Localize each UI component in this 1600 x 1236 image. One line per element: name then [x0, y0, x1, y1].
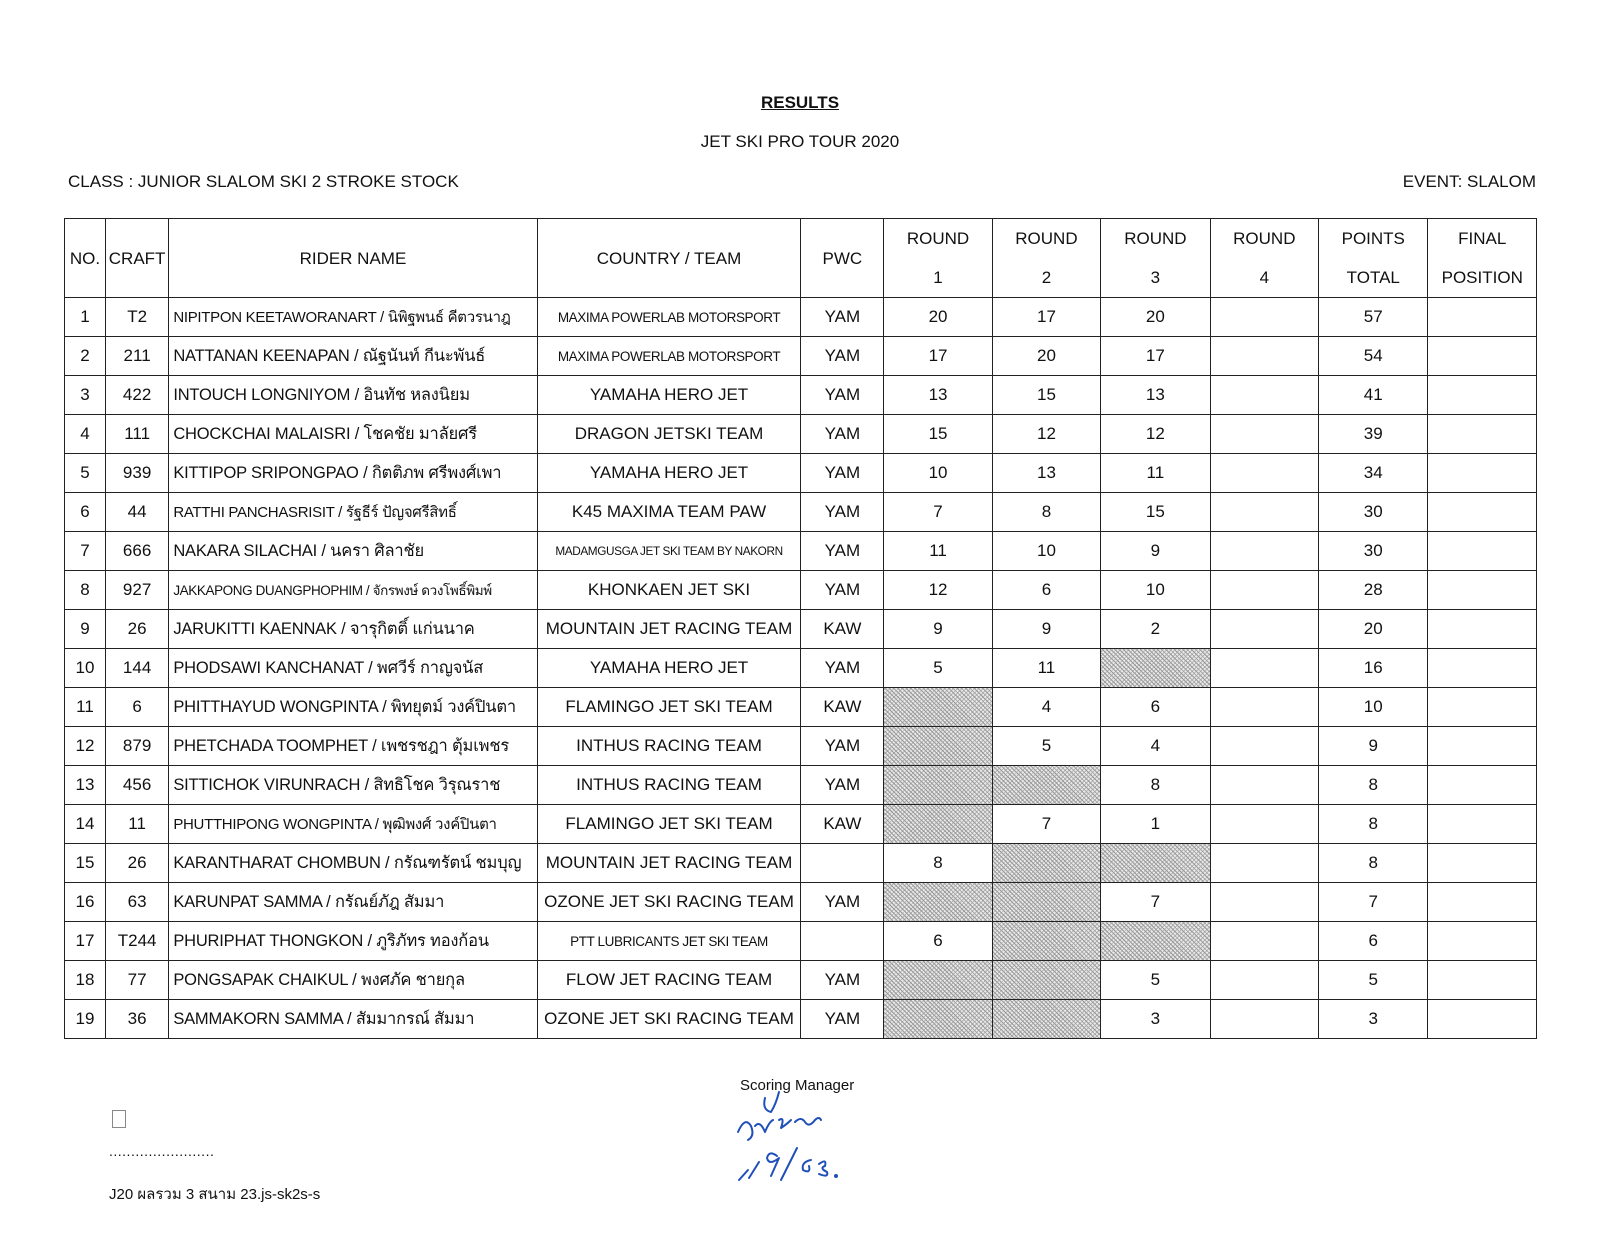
cell-final-position [1428, 649, 1537, 688]
table-header-row [65, 219, 1537, 298]
cell-round-2: 17 [992, 298, 1100, 337]
cell-round-1: 13 [884, 376, 992, 415]
header-final-position: FINAL POSITION [1428, 219, 1537, 298]
header-no: NO. [65, 219, 106, 298]
cell-round-4 [1210, 610, 1318, 649]
cell-round-1: 5 [884, 649, 992, 688]
cell-country-team: MADAMGUSGA JET SKI TEAM BY NAKORN [537, 532, 801, 571]
cell-points-total: 28 [1319, 571, 1428, 610]
cell-craft: 927 [105, 571, 168, 610]
cell-round-2: 8 [992, 493, 1100, 532]
cell-rider-name: SITTICHOK VIRUNRACH / สิทธิโชค วิรุณราช [169, 766, 537, 805]
cell-round-1: 12 [884, 571, 992, 610]
cell-rider-name: NIPITPON KEETAWORANART / นิพิฐพนธ์ คีตวรนาฎ [169, 298, 537, 337]
cell-points-total: 8 [1319, 766, 1428, 805]
cell-rider-name: PHUTTHIPONG WONGPINTA / พุฒิพงศ์ วงค์ปินตา [169, 805, 537, 844]
table-row [65, 727, 1537, 766]
cell-pwc: YAM [801, 649, 884, 688]
cell-round-4 [1210, 415, 1318, 454]
cell-pwc: YAM [801, 961, 884, 1000]
table-row [65, 961, 1537, 1000]
cell-points-total: 39 [1319, 415, 1428, 454]
cell-craft: T244 [105, 922, 168, 961]
cell-round-4 [1210, 883, 1318, 922]
cell-round-2 [992, 922, 1100, 961]
cell-round-3: 20 [1101, 298, 1210, 337]
cell-points-total: 8 [1319, 844, 1428, 883]
cell-round-4 [1210, 688, 1318, 727]
cell-round-1: 17 [884, 337, 992, 376]
cell-points-total: 30 [1319, 532, 1428, 571]
header-round-1: ROUND 1 [884, 219, 992, 298]
cell-round-4 [1210, 727, 1318, 766]
cell-round-1 [884, 1000, 992, 1039]
cell-round-3: 10 [1101, 571, 1210, 610]
cell-final-position [1428, 337, 1537, 376]
cell-round-1 [884, 883, 992, 922]
cell-rider-name: KARUNPAT SAMMA / กรัณย์ภัฎ สัมมา [169, 883, 537, 922]
cell-no: 9 [65, 610, 106, 649]
header-country-team: COUNTRY / TEAM [537, 219, 801, 298]
cell-final-position [1428, 454, 1537, 493]
cell-pwc: KAW [801, 688, 884, 727]
header-round-3: ROUND 3 [1101, 219, 1210, 298]
cell-country-team: INTHUS RACING TEAM [537, 766, 801, 805]
cell-round-4 [1210, 298, 1318, 337]
table-row [65, 883, 1537, 922]
cell-round-3 [1101, 844, 1210, 883]
scoring-manager-label: Scoring Manager [740, 1077, 855, 1094]
cell-craft: 36 [105, 1000, 168, 1039]
cell-round-3: 15 [1101, 493, 1210, 532]
results-body [65, 298, 1537, 1039]
cell-round-4 [1210, 961, 1318, 1000]
cell-round-3: 1 [1101, 805, 1210, 844]
cell-pwc [801, 922, 884, 961]
cell-points-total: 16 [1319, 649, 1428, 688]
cell-round-4 [1210, 649, 1318, 688]
cell-no: 14 [65, 805, 106, 844]
cell-rider-name: PONGSAPAK CHAIKUL / พงศภัค ชายกุล [169, 961, 537, 1000]
cell-round-1 [884, 727, 992, 766]
cell-craft: 456 [105, 766, 168, 805]
cell-rider-name: INTOUCH LONGNIYOM / อินทัช หลงนิยม [169, 376, 537, 415]
cell-round-2: 11 [992, 649, 1100, 688]
signature [735, 1090, 875, 1195]
cell-craft: 26 [105, 844, 168, 883]
cell-final-position [1428, 571, 1537, 610]
cell-round-3: 17 [1101, 337, 1210, 376]
cell-round-1: 6 [884, 922, 992, 961]
cell-craft: 111 [105, 415, 168, 454]
cell-pwc: YAM [801, 454, 884, 493]
header-pwc: PWC [801, 219, 884, 298]
cell-pwc: KAW [801, 805, 884, 844]
cell-country-team: K45 MAXIMA TEAM PAW [537, 493, 801, 532]
cell-round-2 [992, 961, 1100, 1000]
cell-round-3: 6 [1101, 688, 1210, 727]
cell-rider-name: RATTHI PANCHASRISIT / รัฐธีร์ ปัญจศรีสิทธิ์ [169, 493, 537, 532]
cell-round-4 [1210, 844, 1318, 883]
cell-no: 7 [65, 532, 106, 571]
cell-no: 8 [65, 571, 106, 610]
cell-round-1: 7 [884, 493, 992, 532]
cell-round-3: 12 [1101, 415, 1210, 454]
cell-round-4 [1210, 922, 1318, 961]
cell-rider-name: PHURIPHAT THONGKON / ภูริภัทร ทองก้อน [169, 922, 537, 961]
cell-rider-name: PHETCHADA TOOMPHET / เพชรชฎา ตุ้มเพชร [169, 727, 537, 766]
cell-craft: 666 [105, 532, 168, 571]
cell-pwc: YAM [801, 1000, 884, 1039]
cell-round-3: 11 [1101, 454, 1210, 493]
cell-pwc: YAM [801, 532, 884, 571]
cell-round-1 [884, 688, 992, 727]
cell-rider-name: JARUKITTI KAENNAK / จารุกิตติ์ แก่นนาค [169, 610, 537, 649]
cell-no: 11 [65, 688, 106, 727]
cell-round-2 [992, 766, 1100, 805]
cell-points-total: 3 [1319, 1000, 1428, 1039]
cell-craft: 211 [105, 337, 168, 376]
table-row [65, 298, 1537, 337]
cell-round-2: 9 [992, 610, 1100, 649]
cell-rider-name: PHITTHAYUD WONGPINTA / พิทยุตม์ วงค์ปินตา [169, 688, 537, 727]
cell-round-4 [1210, 493, 1318, 532]
cell-no: 18 [65, 961, 106, 1000]
cell-points-total: 6 [1319, 922, 1428, 961]
cell-round-2 [992, 1000, 1100, 1039]
cell-no: 13 [65, 766, 106, 805]
cell-final-position [1428, 766, 1537, 805]
cell-no: 16 [65, 883, 106, 922]
header-points-total: POINTS TOTAL [1319, 219, 1428, 298]
cell-round-3: 3 [1101, 1000, 1210, 1039]
cell-pwc: YAM [801, 766, 884, 805]
table-row [65, 532, 1537, 571]
cell-round-4 [1210, 532, 1318, 571]
table-row [65, 493, 1537, 532]
cell-final-position [1428, 376, 1537, 415]
cell-rider-name: NATTANAN KEENAPAN / ณัฐนันท์ กีนะพันธ์ [169, 337, 537, 376]
cell-final-position [1428, 415, 1537, 454]
cell-craft: 77 [105, 961, 168, 1000]
table-row [65, 337, 1537, 376]
cell-rider-name: KARANTHARAT CHOMBUN / กรัณฑรัตน์ ชมบุญ [169, 844, 537, 883]
cell-craft: 879 [105, 727, 168, 766]
cell-country-team: FLAMINGO JET SKI TEAM [537, 688, 801, 727]
table-row [65, 610, 1537, 649]
cell-points-total: 41 [1319, 376, 1428, 415]
cell-final-position [1428, 688, 1537, 727]
cell-craft: 63 [105, 883, 168, 922]
cell-round-4 [1210, 376, 1318, 415]
checkbox-icon [112, 1110, 126, 1128]
cell-pwc: KAW [801, 610, 884, 649]
header-round-4: ROUND 4 [1210, 219, 1318, 298]
cell-no: 15 [65, 844, 106, 883]
cell-craft: T2 [105, 298, 168, 337]
cell-pwc: YAM [801, 298, 884, 337]
cell-rider-name: PHODSAWI KANCHANAT / พศวีร์ กาญจนัส [169, 649, 537, 688]
cell-final-position [1428, 922, 1537, 961]
cell-no: 19 [65, 1000, 106, 1039]
cell-country-team: PTT LUBRICANTS JET SKI TEAM [537, 922, 801, 961]
cell-final-position [1428, 298, 1537, 337]
file-reference: J20 ผลรวม 3 สนาม 23.js-sk2s-s [109, 1186, 321, 1203]
cell-final-position [1428, 883, 1537, 922]
cell-round-4 [1210, 1000, 1318, 1039]
cell-round-3: 9 [1101, 532, 1210, 571]
cell-points-total: 9 [1319, 727, 1428, 766]
cell-round-2: 20 [992, 337, 1100, 376]
header-rider-name: RIDER NAME [169, 219, 537, 298]
header-round-2: ROUND 2 [992, 219, 1100, 298]
cell-round-2: 5 [992, 727, 1100, 766]
cell-country-team: MAXIMA POWERLAB MOTORSPORT [537, 337, 801, 376]
cell-country-team: FLAMINGO JET SKI TEAM [537, 805, 801, 844]
cell-final-position [1428, 493, 1537, 532]
table-row [65, 1000, 1537, 1039]
cell-points-total: 20 [1319, 610, 1428, 649]
cell-round-2: 6 [992, 571, 1100, 610]
cell-rider-name: SAMMAKORN SAMMA / สัมมากรณ์ สัมมา [169, 1000, 537, 1039]
cell-round-2: 7 [992, 805, 1100, 844]
cell-country-team: YAMAHA HERO JET [537, 649, 801, 688]
cell-round-3: 4 [1101, 727, 1210, 766]
table-row [65, 571, 1537, 610]
cell-rider-name: CHOCKCHAI MALAISRI / โชคชัย มาลัยศรี [169, 415, 537, 454]
table-row [65, 766, 1537, 805]
results-table [64, 218, 1537, 1039]
header-craft: CRAFT [105, 219, 168, 298]
cell-craft: 939 [105, 454, 168, 493]
cell-round-1: 20 [884, 298, 992, 337]
cell-round-2: 10 [992, 532, 1100, 571]
cell-no: 2 [65, 337, 106, 376]
cell-points-total: 10 [1319, 688, 1428, 727]
cell-craft: 11 [105, 805, 168, 844]
cell-final-position [1428, 532, 1537, 571]
cell-no: 17 [65, 922, 106, 961]
cell-points-total: 5 [1319, 961, 1428, 1000]
cell-round-3: 13 [1101, 376, 1210, 415]
cell-round-3: 5 [1101, 961, 1210, 1000]
cell-round-2: 13 [992, 454, 1100, 493]
cell-round-1 [884, 805, 992, 844]
table-row [65, 922, 1537, 961]
cell-round-3 [1101, 922, 1210, 961]
cell-round-3: 8 [1101, 766, 1210, 805]
table-row [65, 454, 1537, 493]
cell-no: 5 [65, 454, 106, 493]
dotted-line: ........................ [109, 1143, 215, 1159]
cell-pwc: YAM [801, 727, 884, 766]
cell-no: 1 [65, 298, 106, 337]
document-title: RESULTS [760, 93, 840, 112]
cell-final-position [1428, 1000, 1537, 1039]
cell-pwc: YAM [801, 415, 884, 454]
cell-points-total: 57 [1319, 298, 1428, 337]
cell-round-2 [992, 883, 1100, 922]
cell-pwc: YAM [801, 571, 884, 610]
cell-country-team: FLOW JET RACING TEAM [537, 961, 801, 1000]
cell-round-3: 7 [1101, 883, 1210, 922]
cell-pwc: YAM [801, 337, 884, 376]
table-row [65, 649, 1537, 688]
cell-round-1: 11 [884, 532, 992, 571]
cell-round-1: 10 [884, 454, 992, 493]
cell-craft: 44 [105, 493, 168, 532]
cell-round-2 [992, 844, 1100, 883]
cell-points-total: 34 [1319, 454, 1428, 493]
table-row [65, 415, 1537, 454]
cell-round-1 [884, 961, 992, 1000]
cell-country-team: DRAGON JETSKI TEAM [537, 415, 801, 454]
cell-pwc: YAM [801, 376, 884, 415]
cell-final-position [1428, 844, 1537, 883]
cell-country-team: MOUNTAIN JET RACING TEAM [537, 610, 801, 649]
cell-pwc: YAM [801, 883, 884, 922]
cell-final-position [1428, 961, 1537, 1000]
cell-points-total: 8 [1319, 805, 1428, 844]
table-row [65, 688, 1537, 727]
cell-no: 4 [65, 415, 106, 454]
cell-no: 6 [65, 493, 106, 532]
cell-no: 12 [65, 727, 106, 766]
cell-craft: 422 [105, 376, 168, 415]
event-label: EVENT: SLALOM [1402, 172, 1536, 191]
cell-country-team: YAMAHA HERO JET [537, 376, 801, 415]
cell-final-position [1428, 805, 1537, 844]
cell-round-1: 9 [884, 610, 992, 649]
cell-round-1: 8 [884, 844, 992, 883]
cell-points-total: 7 [1319, 883, 1428, 922]
cell-points-total: 54 [1319, 337, 1428, 376]
cell-pwc: YAM [801, 493, 884, 532]
cell-country-team: MAXIMA POWERLAB MOTORSPORT [537, 298, 801, 337]
cell-craft: 26 [105, 610, 168, 649]
cell-round-1 [884, 766, 992, 805]
cell-round-1: 15 [884, 415, 992, 454]
cell-round-2: 4 [992, 688, 1100, 727]
cell-round-2: 15 [992, 376, 1100, 415]
cell-round-3 [1101, 649, 1210, 688]
cell-round-4 [1210, 337, 1318, 376]
cell-round-2: 12 [992, 415, 1100, 454]
cell-country-team: KHONKAEN JET SKI [537, 571, 801, 610]
event-series-title: JET SKI PRO TOUR 2020 [700, 132, 900, 151]
table-row [65, 844, 1537, 883]
cell-craft: 144 [105, 649, 168, 688]
cell-craft: 6 [105, 688, 168, 727]
cell-country-team: INTHUS RACING TEAM [537, 727, 801, 766]
cell-round-4 [1210, 454, 1318, 493]
cell-final-position [1428, 727, 1537, 766]
cell-country-team: YAMAHA HERO JET [537, 454, 801, 493]
cell-pwc [801, 844, 884, 883]
cell-rider-name: NAKARA SILACHAI / นครา ศิลาชัย [169, 532, 537, 571]
cell-rider-name: JAKKAPONG DUANGPHOPHIM / จักรพงษ์ ดวงโพธิ์พิมพ์ [169, 571, 537, 610]
cell-rider-name: KITTIPOP SRIPONGPAO / กิตติภพ ศรีพงศ์เพา [169, 454, 537, 493]
cell-country-team: OZONE JET SKI RACING TEAM [537, 1000, 801, 1039]
cell-round-4 [1210, 571, 1318, 610]
cell-country-team: MOUNTAIN JET RACING TEAM [537, 844, 801, 883]
cell-points-total: 30 [1319, 493, 1428, 532]
class-label: CLASS : JUNIOR SLALOM SKI 2 STROKE STOCK [68, 172, 459, 191]
table-row [65, 376, 1537, 415]
cell-country-team: OZONE JET SKI RACING TEAM [537, 883, 801, 922]
table-row [65, 805, 1537, 844]
cell-no: 3 [65, 376, 106, 415]
cell-final-position [1428, 610, 1537, 649]
cell-round-4 [1210, 766, 1318, 805]
cell-round-3: 2 [1101, 610, 1210, 649]
cell-no: 10 [65, 649, 106, 688]
cell-round-4 [1210, 805, 1318, 844]
